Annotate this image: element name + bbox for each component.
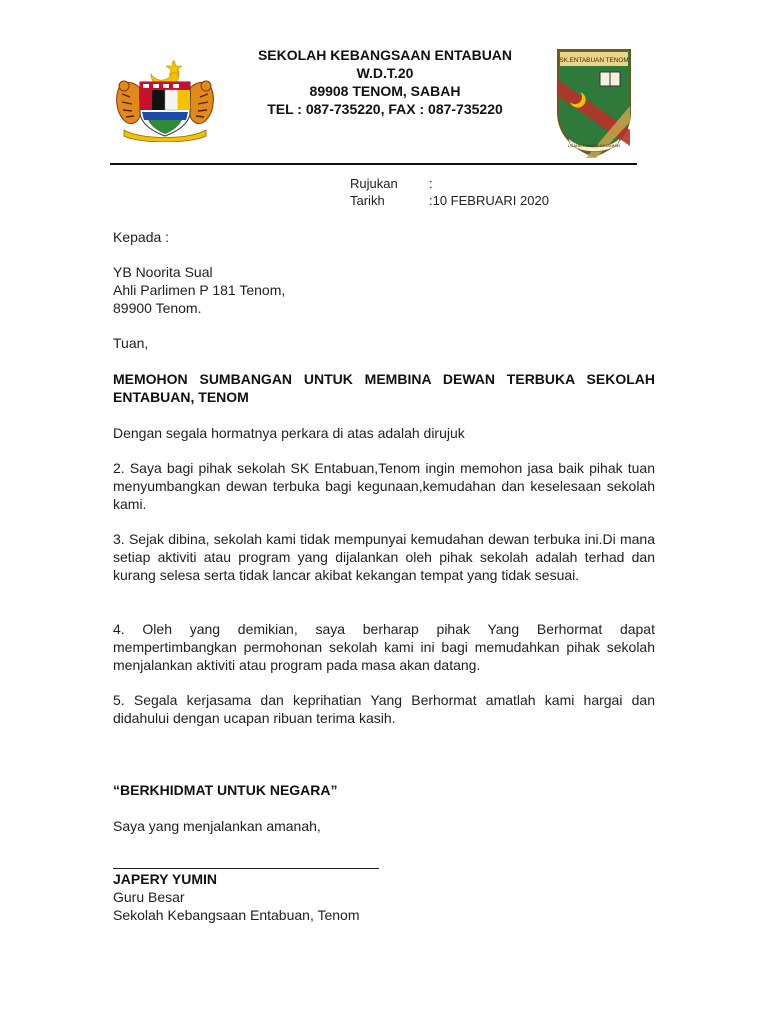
recipient-to: Kepada : bbox=[113, 229, 170, 245]
letter-subject: MEMOHON SUMBANGAN UNTUK MEMBINA DEWAN TERBUKA SEKOLAH ENTABUAN, TENOM bbox=[113, 371, 655, 405]
recipient-address-line2: 89900 Tenom. bbox=[113, 300, 202, 316]
logo-motto-text: USAHA TANGGA KEJAYAAN bbox=[567, 143, 621, 148]
signatory-name: JAPERY YUMIN bbox=[113, 871, 217, 887]
body-paragraph-2: 2. Saya bagi pihak sekolah SK Entabuan,Tenom ingin memohon jasa baik pihak tuan menyumbangkan dewan terbuka bagi kegunaan,kemudahan dan keselesaan sekolah kami. bbox=[113, 460, 655, 512]
signatory-title: Guru Besar bbox=[113, 889, 185, 905]
letterhead-divider bbox=[110, 163, 637, 165]
body-opening: Dengan segala hormatnya perkara di atas adalah dirujuk bbox=[113, 425, 465, 441]
signatory-org: Sekolah Kebangsaan Entabuan, Tenom bbox=[113, 907, 360, 923]
closing-motto: “BERKHIDMAT UNTUK NEGARA” bbox=[113, 782, 338, 798]
body-paragraph-5: 5. Segala kerjasama dan keprihatian Yang Berhormat amatlah kami hargai dan didahului dengan ucapan ribuan terima kasih. bbox=[113, 692, 655, 726]
recipient-address-line1: Ahli Parlimen P 181 Tenom, bbox=[113, 282, 286, 298]
logo-banner-text: SK.ENTABUAN TENOM bbox=[559, 57, 629, 64]
recipient-name: YB Noorita Sual bbox=[113, 264, 213, 280]
body-paragraph-4: 4. Oleh yang demikian, saya berharap pihak Yang Berhormat dapat mempertimbangkan permohonan sekolah kami ini bagi memudahkan pihak sekolah menjalankan aktiviti atau program pada masa akan datang. bbox=[113, 621, 655, 673]
school-contact: TEL : 087-735220, FAX : 087-735220 bbox=[267, 101, 503, 117]
signature-line bbox=[113, 868, 379, 869]
tarikh-label: Tarikh bbox=[350, 193, 385, 208]
school-address: 89908 TENOM, SABAH bbox=[309, 83, 461, 99]
body-paragraph-3: 3. Sejak dibina, sekolah kami tidak mempunyai kemudahan dewan terbuka ini.Di mana setiap aktiviti atau program yang dijalankan oleh pihak sekolah adalah terhad dan kurang selesa serta tidak lancar akibat kekangan tempat yang tidak sesuai. bbox=[113, 531, 655, 583]
rujukan-value: : bbox=[429, 176, 433, 191]
letterhead bbox=[230, 46, 540, 118]
school-name: SEKOLAH KEBANGSAAN ENTABUAN bbox=[257, 47, 513, 63]
school-shield-logo bbox=[556, 46, 632, 158]
national-crest-emblem bbox=[110, 56, 220, 142]
school-code: W.D.T.20 bbox=[356, 65, 414, 81]
greeting: Tuan, bbox=[113, 335, 149, 351]
rujukan-label: Rujukan bbox=[350, 176, 398, 191]
tarikh-value: :10 FEBRUARI 2020 bbox=[429, 193, 549, 208]
closing-line: Saya yang menjalankan amanah, bbox=[113, 818, 321, 834]
